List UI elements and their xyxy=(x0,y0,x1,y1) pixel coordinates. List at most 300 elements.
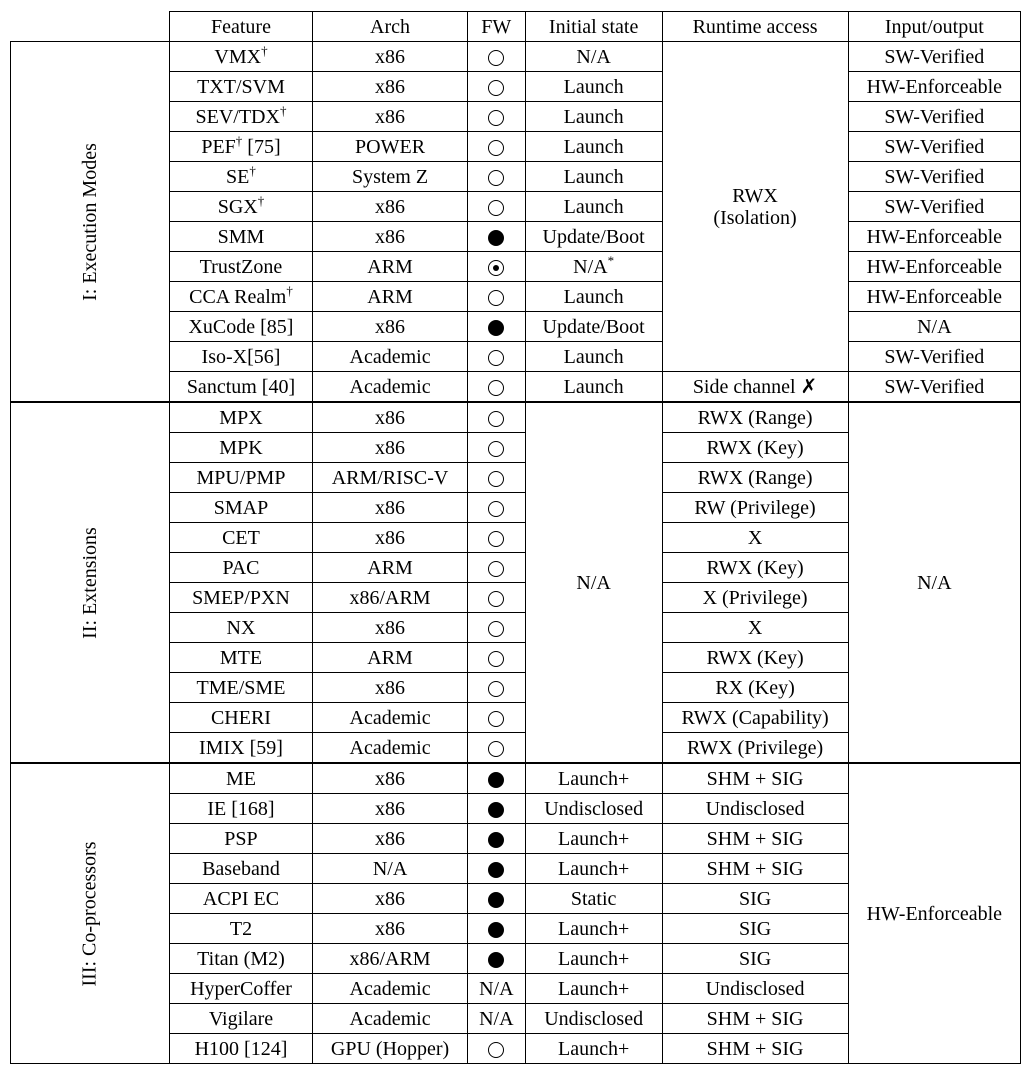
feature-name: ME xyxy=(225,767,256,790)
cell-runtime-access-text: RWX (Range) xyxy=(697,466,813,489)
cell-runtime-access xyxy=(662,794,848,824)
initial-state-text: Launch xyxy=(563,285,624,308)
fw-filled-circle-icon xyxy=(488,802,504,818)
fw-open-circle-icon xyxy=(488,170,504,186)
fw-filled-circle-icon xyxy=(488,952,504,968)
cell-io-merged xyxy=(848,763,1020,1064)
initial-state-text: Launch+ xyxy=(558,917,630,940)
cell-initial-state xyxy=(525,162,662,192)
feature-name: MPU/PMP xyxy=(196,466,286,489)
cell-fw xyxy=(467,1004,525,1034)
cell-runtime-access xyxy=(662,372,848,403)
header-corner xyxy=(11,12,170,42)
cell-arch xyxy=(313,72,468,102)
cell-io-merged xyxy=(848,402,1020,763)
feature-name: SEV/TDX xyxy=(195,105,280,128)
feature-name: Iso-X[56] xyxy=(201,345,281,368)
feature-name: Titan (M2) xyxy=(197,947,285,970)
cell-runtime-access xyxy=(662,1034,848,1064)
feature-name: IE [168] xyxy=(207,797,275,820)
header-runtime-access: Runtime access xyxy=(662,12,848,42)
initial-state-text: Update/Boot xyxy=(542,225,645,248)
cell-arch-text: x86/ARM xyxy=(349,586,431,609)
cell-arch xyxy=(313,433,468,463)
header-fw: FW xyxy=(467,12,525,42)
cell-arch xyxy=(313,763,468,794)
cell-input-output xyxy=(848,252,1020,282)
cell-input-output xyxy=(848,162,1020,192)
cell-initial-state xyxy=(525,312,662,342)
cell-initial-state xyxy=(525,914,662,944)
cell-arch-text: Academic xyxy=(349,736,431,759)
cell-feature xyxy=(169,824,312,854)
cell-initial-state xyxy=(525,884,662,914)
cell-initial-state xyxy=(525,282,662,312)
cell-arch xyxy=(313,553,468,583)
fw-open-circle-icon xyxy=(488,110,504,126)
feature-name: TrustZone xyxy=(199,255,283,278)
cell-initial-state xyxy=(525,342,662,372)
cell-runtime-access xyxy=(662,974,848,1004)
fw-open-circle-icon xyxy=(488,561,504,577)
fw-filled-circle-icon xyxy=(488,922,504,938)
initial-state-text: Launch xyxy=(563,135,624,158)
cell-arch-text: Academic xyxy=(349,1007,431,1030)
fw-text: N/A xyxy=(479,977,514,1000)
fw-open-circle-icon xyxy=(488,380,504,396)
cell-arch-text: x86 xyxy=(375,105,406,128)
feature-name: CHERI xyxy=(210,706,271,729)
cell-arch xyxy=(313,252,468,282)
cell-fw xyxy=(467,282,525,312)
cell-arch-text: Academic xyxy=(349,706,431,729)
table-body xyxy=(11,42,1021,1064)
fw-open-circle-icon xyxy=(488,501,504,517)
cell-fw xyxy=(467,944,525,974)
cell-arch-text: N/A xyxy=(372,857,408,880)
feature-name: SMAP xyxy=(213,496,269,519)
cell-initial-state-merged xyxy=(525,402,662,763)
cell-initial-state xyxy=(525,1004,662,1034)
cell-runtime-merged xyxy=(662,42,848,372)
feature-name: MPX xyxy=(219,406,263,429)
cell-runtime-access-text: SHM + SIG xyxy=(706,1037,804,1060)
fw-filled-circle-icon xyxy=(488,320,504,336)
cell-feature xyxy=(169,493,312,523)
cell-input-output xyxy=(848,282,1020,312)
initial-state-text: Launch+ xyxy=(558,857,630,880)
cell-initial-state xyxy=(525,42,662,72)
feature-dagger: † xyxy=(249,162,256,178)
cell-feature xyxy=(169,222,312,252)
fw-open-circle-icon xyxy=(488,531,504,547)
cell-initial-state xyxy=(525,132,662,162)
cell-runtime-access-text: SIG xyxy=(738,887,772,910)
cell-feature xyxy=(169,433,312,463)
cell-arch xyxy=(313,192,468,222)
fw-open-circle-icon xyxy=(488,651,504,667)
cell-feature xyxy=(169,523,312,553)
fw-open-circle-icon xyxy=(488,50,504,66)
cell-arch xyxy=(313,673,468,703)
cell-arch xyxy=(313,42,468,72)
feature-dagger: † xyxy=(261,42,268,58)
cell-fw xyxy=(467,643,525,673)
cell-arch xyxy=(313,1034,468,1064)
initial-state-text: Update/Boot xyxy=(542,315,645,338)
cell-feature xyxy=(169,342,312,372)
cell-fw xyxy=(467,132,525,162)
cell-arch-text: x86 xyxy=(375,75,406,98)
cell-arch xyxy=(313,854,468,884)
cell-fw xyxy=(467,72,525,102)
feature-dagger: † xyxy=(235,132,243,148)
cell-initial-state xyxy=(525,252,662,282)
feature-name: ACPI EC xyxy=(202,887,280,910)
cell-arch-text: x86 xyxy=(375,526,406,549)
cell-runtime-access-text: X (Privilege) xyxy=(702,586,808,609)
cell-runtime-access-text: SHM + SIG xyxy=(706,857,804,880)
fw-open-circle-icon xyxy=(488,200,504,216)
feature-name: Vigilare xyxy=(208,1007,274,1030)
cell-input-output xyxy=(848,132,1020,162)
cell-runtime-access xyxy=(662,914,848,944)
feature-name: TME/SME xyxy=(196,676,286,699)
feature-name: PEF xyxy=(201,135,236,158)
cell-runtime-access-text: SHM + SIG xyxy=(706,1007,804,1030)
cell-arch xyxy=(313,824,468,854)
group-label-cell xyxy=(11,42,170,403)
cell-fw xyxy=(467,613,525,643)
fw-filled-circle-icon xyxy=(488,892,504,908)
cell-feature xyxy=(169,884,312,914)
table-row xyxy=(11,42,1021,72)
cell-runtime-access-text: SHM + SIG xyxy=(706,767,804,790)
cell-runtime-access-text: Side channel ✗ xyxy=(692,375,818,398)
table-row xyxy=(11,402,1021,433)
cell-arch-text: x86 xyxy=(375,406,406,429)
cell-feature xyxy=(169,703,312,733)
cell-fw xyxy=(467,312,525,342)
cell-arch-text: x86 xyxy=(375,887,406,910)
cell-input-output xyxy=(848,102,1020,132)
cell-initial-state xyxy=(525,854,662,884)
cell-fw xyxy=(467,583,525,613)
cell-arch xyxy=(313,132,468,162)
cell-input-output xyxy=(848,192,1020,222)
cell-feature xyxy=(169,282,312,312)
cell-input-output-text: SW-Verified xyxy=(884,135,985,158)
feature-name: T2 xyxy=(229,917,253,940)
cell-runtime-access-text: SIG xyxy=(738,947,772,970)
cell-fw xyxy=(467,162,525,192)
initial-state-text: Launch+ xyxy=(558,1037,630,1060)
cell-feature xyxy=(169,102,312,132)
cell-arch xyxy=(313,1004,468,1034)
initial-state-asterisk: * xyxy=(607,252,615,268)
cell-initial-state xyxy=(525,102,662,132)
feature-dagger: † xyxy=(279,102,287,118)
cell-arch xyxy=(313,974,468,1004)
cell-arch xyxy=(313,914,468,944)
group-label: I: Execution Modes xyxy=(78,142,101,301)
cell-initial-state xyxy=(525,372,662,403)
fw-filled-circle-icon xyxy=(488,832,504,848)
cell-arch xyxy=(313,583,468,613)
cell-runtime-access-text: X xyxy=(747,616,763,639)
cell-feature xyxy=(169,944,312,974)
cell-input-output-text: N/A xyxy=(917,315,952,338)
initial-state-text: Launch xyxy=(563,105,624,128)
cell-fw xyxy=(467,733,525,764)
cell-arch xyxy=(313,613,468,643)
cell-arch-text: ARM/RISC-V xyxy=(331,466,449,489)
cell-arch xyxy=(313,643,468,673)
group-label: III: Co-processors xyxy=(78,841,101,986)
feature-name: VMX xyxy=(214,45,262,68)
cell-arch xyxy=(313,523,468,553)
cell-initial-state xyxy=(525,794,662,824)
cell-runtime-access xyxy=(662,553,848,583)
cell-input-output-text: SW-Verified xyxy=(884,105,985,128)
cell-fw xyxy=(467,42,525,72)
cell-arch-text: x86 xyxy=(375,315,406,338)
cell-fw xyxy=(467,914,525,944)
cell-initial-state xyxy=(525,72,662,102)
cell-fw xyxy=(467,252,525,282)
fw-open-circle-icon xyxy=(488,350,504,366)
table-row xyxy=(11,763,1021,794)
feature-name: PSP xyxy=(224,827,258,850)
cell-input-output-text: HW-Enforceable xyxy=(866,255,1003,278)
header-feature: Feature xyxy=(169,12,312,42)
cell-arch xyxy=(313,703,468,733)
cell-feature xyxy=(169,553,312,583)
cell-runtime-access-text: Undisclosed xyxy=(705,977,805,1000)
feature-name: HyperCoffer xyxy=(190,977,292,1000)
fw-open-circle-icon xyxy=(488,741,504,757)
cell-arch-text: x86 xyxy=(375,917,406,940)
cell-initial-state xyxy=(525,944,662,974)
initial-state-text: N/A xyxy=(573,255,608,278)
fw-dotted-circle-icon xyxy=(488,260,504,276)
cell-feature xyxy=(169,192,312,222)
cell-runtime-access-text: SHM + SIG xyxy=(706,827,804,850)
cell-runtime-access xyxy=(662,944,848,974)
cell-initial-state xyxy=(525,222,662,252)
cell-input-output-text: SW-Verified xyxy=(884,345,985,368)
cell-input-output xyxy=(848,72,1020,102)
cell-fw xyxy=(467,402,525,433)
feature-name: PAC xyxy=(222,556,260,579)
feature-name: CET xyxy=(222,526,260,549)
fw-open-circle-icon xyxy=(488,411,504,427)
initial-state-text: Static xyxy=(570,887,617,910)
initial-state-text: Launch+ xyxy=(558,827,630,850)
fw-open-circle-icon xyxy=(488,441,504,457)
cell-runtime-access-text: Undisclosed xyxy=(705,797,805,820)
cell-runtime-access xyxy=(662,763,848,794)
initial-state-text: Launch xyxy=(563,195,624,218)
cell-arch-text: x86 xyxy=(375,797,406,820)
cell-fw xyxy=(467,553,525,583)
fw-open-circle-icon xyxy=(488,591,504,607)
cell-runtime-access xyxy=(662,463,848,493)
cell-runtime-access xyxy=(662,824,848,854)
feature-name: MPK xyxy=(219,436,263,459)
cell-fw xyxy=(467,493,525,523)
cell-fw xyxy=(467,673,525,703)
cell-runtime-access-text: RWX (Privilege) xyxy=(687,736,824,759)
cell-input-output-text: HW-Enforceable xyxy=(866,285,1003,308)
initial-state-text: Launch+ xyxy=(558,947,630,970)
feature-name: CCA Realm xyxy=(189,285,287,308)
initial-state-text: Undisclosed xyxy=(544,797,644,820)
cell-feature xyxy=(169,463,312,493)
cell-fw xyxy=(467,342,525,372)
cell-arch-text: x86 xyxy=(375,225,406,248)
fw-open-circle-icon xyxy=(488,290,504,306)
cell-arch-text: Academic xyxy=(349,977,431,1000)
cell-fw xyxy=(467,763,525,794)
feature-dagger: † xyxy=(257,192,265,208)
cell-feature xyxy=(169,1034,312,1064)
fw-open-circle-icon xyxy=(488,1042,504,1058)
cell-feature xyxy=(169,162,312,192)
cell-feature xyxy=(169,794,312,824)
feature-comparison-table xyxy=(10,11,1021,1064)
initial-state-text: Launch xyxy=(563,75,624,98)
header-input-output: Input/output xyxy=(848,12,1020,42)
cell-arch-text: ARM xyxy=(367,285,413,308)
initial-state-text: Launch xyxy=(563,165,624,188)
runtime-merged-line2: (Isolation) xyxy=(713,206,797,229)
cell-feature xyxy=(169,643,312,673)
cell-fw xyxy=(467,523,525,553)
cell-feature xyxy=(169,132,312,162)
cell-initial-state xyxy=(525,974,662,1004)
cell-arch-text: x86 xyxy=(375,45,406,68)
feature-name: SMEP/PXN xyxy=(192,586,290,609)
cell-feature xyxy=(169,312,312,342)
feature-name: SMM xyxy=(217,225,265,248)
cell-feature xyxy=(169,72,312,102)
cell-fw xyxy=(467,974,525,1004)
cell-arch-text: Academic xyxy=(349,375,431,398)
initial-state-text: N/A xyxy=(576,45,611,68)
cell-fw xyxy=(467,794,525,824)
group-label-cell xyxy=(11,402,170,763)
cell-runtime-access-text: X xyxy=(747,526,763,549)
cell-runtime-access-text: RWX (Capability) xyxy=(681,706,829,729)
cell-input-output xyxy=(848,372,1020,403)
cell-feature xyxy=(169,252,312,282)
header-row xyxy=(11,12,1021,42)
cell-arch xyxy=(313,944,468,974)
cell-arch xyxy=(313,733,468,764)
cell-arch xyxy=(313,463,468,493)
cell-feature xyxy=(169,1004,312,1034)
cell-arch-text: ARM xyxy=(367,255,413,278)
cell-arch xyxy=(313,342,468,372)
cell-runtime-access-text: RWX (Range) xyxy=(697,406,813,429)
cell-arch-text: ARM xyxy=(367,646,413,669)
runtime-merged-line1: RWX xyxy=(732,184,778,207)
cell-runtime-access xyxy=(662,673,848,703)
cell-feature xyxy=(169,854,312,884)
cell-runtime-access xyxy=(662,583,848,613)
cell-feature xyxy=(169,42,312,72)
cell-fw xyxy=(467,1034,525,1064)
header-initial-state: Initial state xyxy=(525,12,662,42)
cell-runtime-access xyxy=(662,703,848,733)
cell-runtime-access xyxy=(662,1004,848,1034)
cell-fw xyxy=(467,372,525,403)
cell-feature xyxy=(169,583,312,613)
cell-input-output xyxy=(848,312,1020,342)
cell-arch-text: x86 xyxy=(375,496,406,519)
feature-name: Baseband xyxy=(202,857,280,880)
fw-open-circle-icon xyxy=(488,140,504,156)
feature-dagger: † xyxy=(286,282,293,298)
feature-name: IMIX [59] xyxy=(199,736,283,759)
cell-input-output-text: HW-Enforceable xyxy=(866,225,1003,248)
cell-runtime-access-text: SIG xyxy=(738,917,772,940)
cell-arch xyxy=(313,794,468,824)
cell-arch-text: x86 xyxy=(375,827,406,850)
cell-fw xyxy=(467,703,525,733)
cell-arch xyxy=(313,402,468,433)
cell-arch xyxy=(313,372,468,403)
cell-runtime-access-text: RX (Key) xyxy=(715,676,795,699)
cell-arch-text: x86 xyxy=(375,676,406,699)
feature-name: TXT/SVM xyxy=(197,75,285,98)
fw-filled-circle-icon xyxy=(488,772,504,788)
cell-runtime-access xyxy=(662,493,848,523)
cell-runtime-access xyxy=(662,433,848,463)
cell-arch xyxy=(313,282,468,312)
cell-initial-state-merged-text: N/A xyxy=(576,571,611,594)
fw-filled-circle-icon xyxy=(488,862,504,878)
feature-name: XuCode [85] xyxy=(188,315,294,338)
feature-name: H100 [124] xyxy=(194,1037,288,1060)
cell-input-output xyxy=(848,42,1020,72)
cell-feature xyxy=(169,763,312,794)
group-label: II: Extensions xyxy=(78,526,101,639)
feature-name: SE xyxy=(226,165,250,188)
fw-text: N/A xyxy=(479,1007,514,1030)
cell-fw xyxy=(467,463,525,493)
fw-open-circle-icon xyxy=(488,621,504,637)
cell-arch-text: x86/ARM xyxy=(349,947,431,970)
cell-runtime-access-text: RWX (Key) xyxy=(706,646,804,669)
cell-input-output-text: SW-Verified xyxy=(884,45,985,68)
initial-state-text: Undisclosed xyxy=(544,1007,644,1030)
cell-initial-state xyxy=(525,824,662,854)
cell-arch-text: POWER xyxy=(355,135,426,158)
initial-state-text: Launch+ xyxy=(558,977,630,1000)
cell-arch-text: x86 xyxy=(375,195,406,218)
cell-arch-text: Academic xyxy=(349,345,431,368)
cell-arch-text: ARM xyxy=(367,556,413,579)
cell-fw xyxy=(467,884,525,914)
feature-name: SGX xyxy=(217,195,258,218)
cell-fw xyxy=(467,192,525,222)
cell-feature xyxy=(169,914,312,944)
initial-state-text: Launch xyxy=(563,345,624,368)
cell-arch-text: x86 xyxy=(375,616,406,639)
cell-input-output-text: SW-Verified xyxy=(884,195,985,218)
